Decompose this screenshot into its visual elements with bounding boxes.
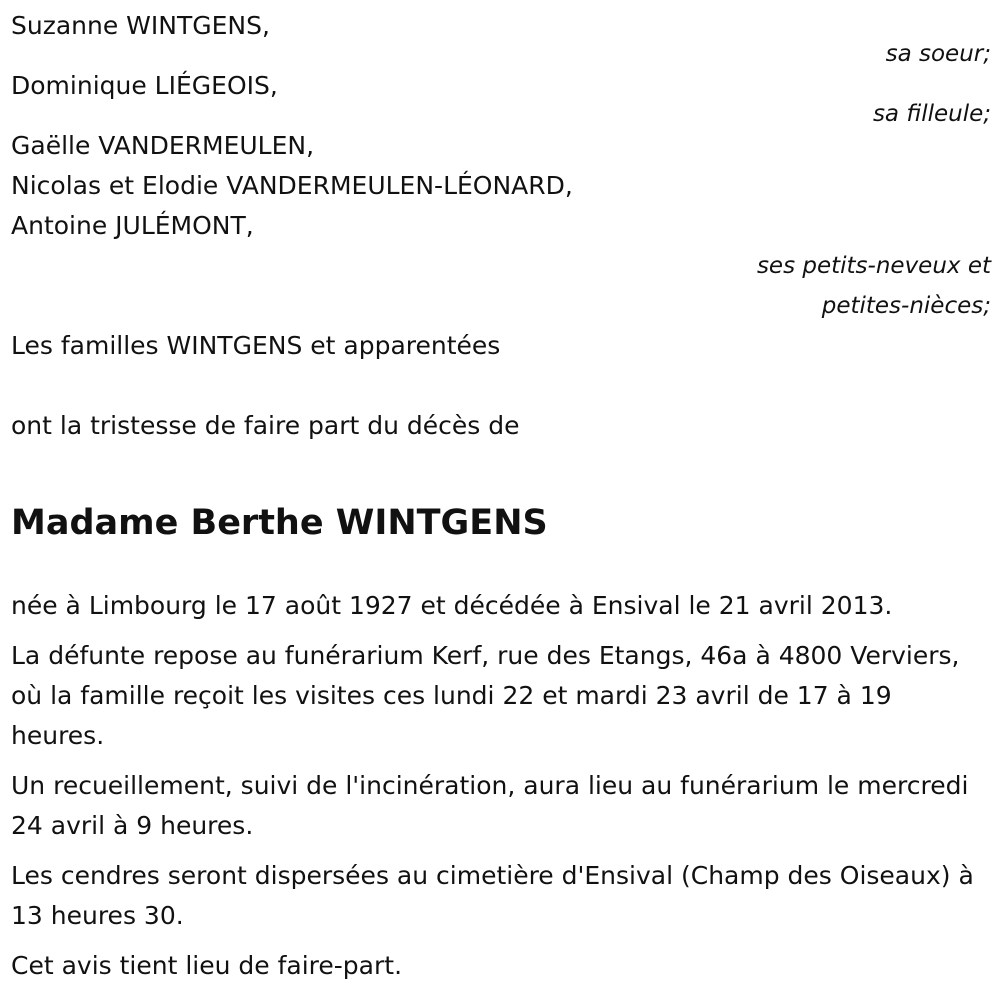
relation-label: ses petits-neveux et [756,253,991,279]
birth-death-paragraph: née à Limbourg le 17 août 1927 et décédée à Ensival le 21 avril 2013. [11,591,893,620]
family-member-name: Antoine JULÉMONT, [11,211,254,240]
relation-label: sa filleule; [872,101,991,127]
visitation-paragraph: La défunte repose au funérarium Kerf, rue des Etangs, 46a à 4800 Verviers, où la famille reçoit les visites ces lundi 22 et mardi 23 avril de 17 à 19 heures. [11,641,960,750]
ashes-paragraph: Les cendres seront dispersées au cimetière d'Ensival (Champ des Oiseaux) à 13 heures 30. [11,861,974,930]
deceased-name: Madame Berthe WINTGENS [11,503,548,543]
relation-label: petites-nièces; [821,293,991,319]
relation-label: sa soeur; [885,41,991,67]
closing-paragraph: Cet avis tient lieu de faire-part. [11,951,403,980]
announcement-line: ont la tristesse de faire part du décès de [11,411,520,440]
family-member-name: Nicolas et Elodie VANDERMEULEN-LÉONARD, [11,171,573,200]
families-line: Les familles WINTGENS et apparentées [11,331,501,360]
family-member-name: Dominique LIÉGEOIS, [11,71,278,100]
family-member-name: Gaëlle VANDERMEULEN, [11,131,315,160]
family-member-name: Suzanne WINTGENS, [11,11,270,40]
ceremony-paragraph: Un recueillement, suivi de l'incinération, aura lieu au funérarium le mercredi 24 avril à 9 heures. [11,771,969,840]
death-notice [11,0,991,986]
